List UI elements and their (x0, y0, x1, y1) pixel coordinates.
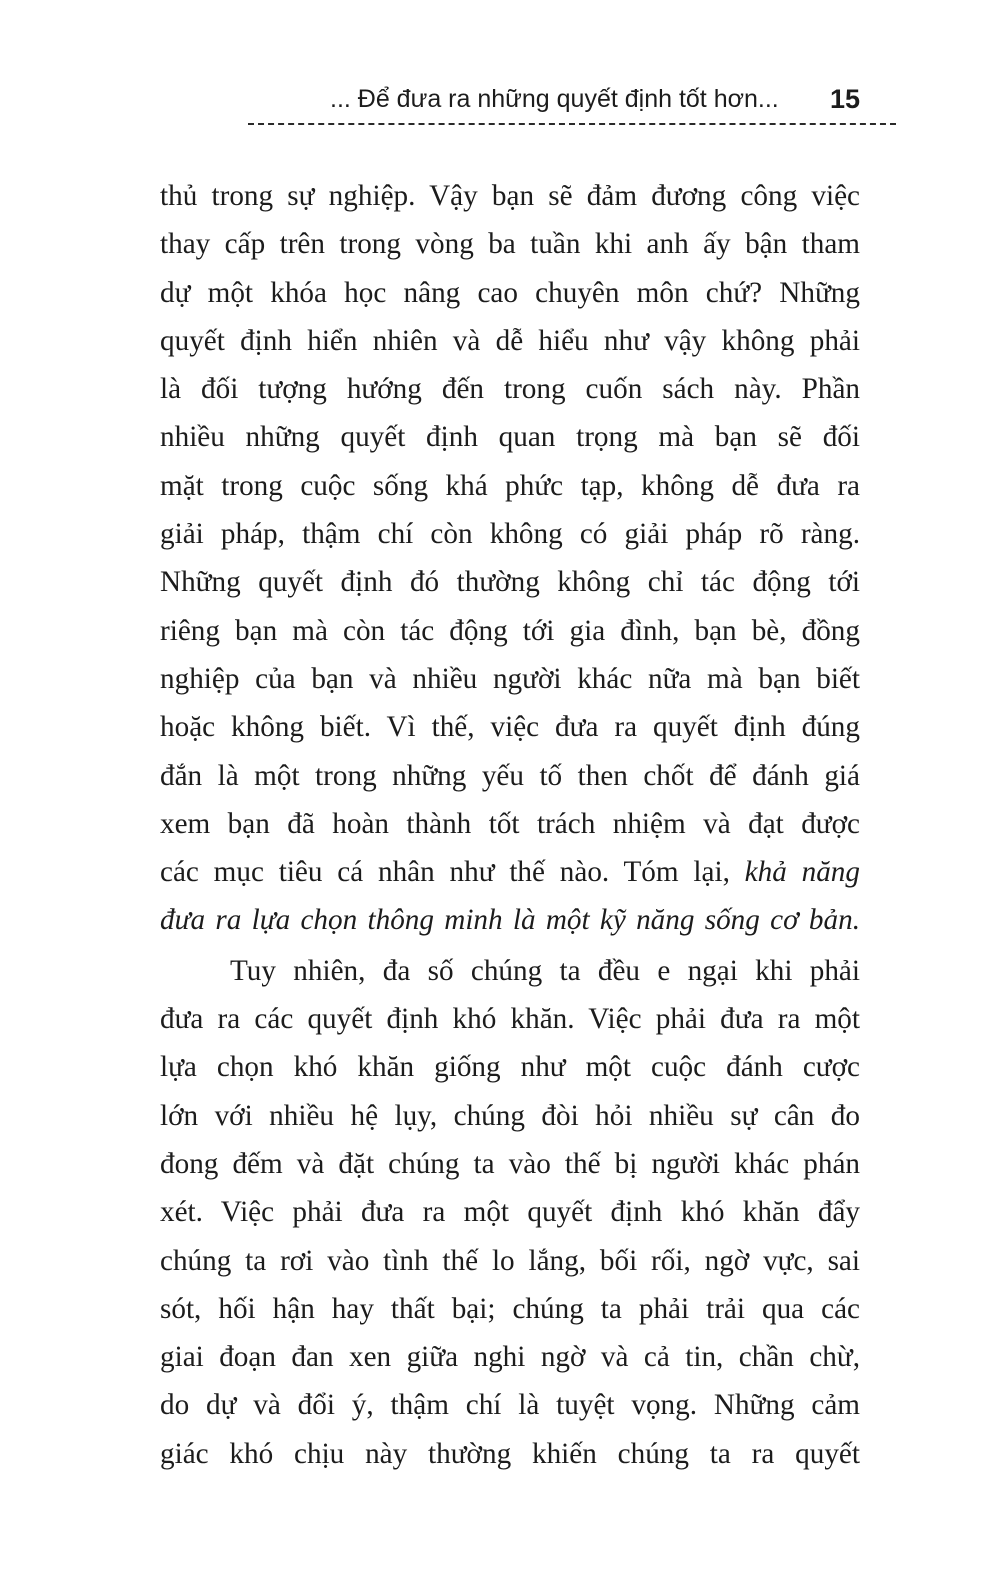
header-divider (248, 123, 896, 125)
body-text (160, 172, 860, 1478)
text-line: xét. Việc phải đưa ra một quyết định khó khăn đẩy (160, 1196, 860, 1229)
text-line: xem bạn đã hoàn thành tốt trách nhiệm và đạt được (160, 807, 860, 840)
text-line: đong đếm và đặt chúng ta vào thế bị người khác phán (160, 1147, 860, 1180)
text-line: mặt trong cuộc sống khá phức tạp, không dễ đưa ra (160, 469, 860, 502)
text-line: nhiều những quyết định quan trọng mà bạn sẽ đối (160, 421, 860, 454)
text-line: Tuy nhiên, đa số chúng ta đều e ngại khi phải (230, 954, 860, 987)
text-line: thay cấp trên trong vòng ba tuần khi anh ấy bận tham (160, 228, 860, 261)
text-line: giải pháp, thậm chí còn không có giải pháp rõ ràng. (160, 518, 860, 551)
page-number: 15 (829, 84, 860, 114)
text-line: dự một khóa học nâng cao chuyên môn chứ? Những (160, 276, 860, 309)
text-line: riêng bạn mà còn tác động tới gia đình, bạn bè, đồng (160, 614, 860, 647)
text-line: hoặc không biết. Vì thế, việc đưa ra quyết định đúng (160, 711, 860, 744)
text-line: chúng ta rơi vào tình thế lo lắng, bối rối, ngờ vực, sai (160, 1244, 860, 1277)
running-head (330, 82, 860, 116)
text-line: quyết định hiển nhiên và dễ hiểu như vậy không phải (160, 324, 860, 357)
text-line: sót, hối hận hay thất bại; chúng ta phải trải qua các (160, 1292, 860, 1325)
running-title: ... Để đưa ra những quyết định tốt hơn... (330, 85, 779, 113)
text-line: thủ trong sự nghiệp. Vậy bạn sẽ đảm đương công việc (160, 180, 860, 212)
text-line: đắn là một trong những yếu tố then chốt để đánh giá (160, 759, 860, 792)
text-line: lớn với nhiều hệ lụy, chúng đòi hỏi nhiều sự cân đo (160, 1099, 860, 1132)
text-line: giai đoạn đan xen giữa nghi ngờ và cả tin, chần chừ, (160, 1341, 860, 1374)
text-line-mixed (160, 848, 860, 896)
emphasized-text: khả năng (744, 856, 860, 889)
text-line: lựa chọn khó khăn giống như một cuộc đánh cược (160, 1051, 860, 1084)
text-line: đưa ra các quyết định khó khăn. Việc phải đưa ra một (160, 1003, 860, 1036)
text-line: do dự và đổi ý, thậm chí là tuyệt vọng. Những cảm (160, 1389, 860, 1422)
text-line: là đối tượng hướng đến trong cuốn sách này. Phần (160, 373, 860, 406)
text-run: các mục tiêu cá nhân như thế nào. Tóm lại, (160, 856, 745, 889)
text-line: giác khó chịu này thường khiến chúng ta ra quyết (160, 1437, 860, 1470)
emphasized-line: đưa ra lựa chọn thông minh là một kỹ năng sống cơ bản. (160, 904, 860, 937)
text-line: Những quyết định đó thường không chỉ tác động tới (160, 566, 860, 599)
paragraph-1 (160, 172, 860, 945)
text-line: nghiệp của bạn và nhiều người khác nữa mà bạn biết (160, 662, 860, 695)
paragraph-2 (160, 947, 860, 1478)
